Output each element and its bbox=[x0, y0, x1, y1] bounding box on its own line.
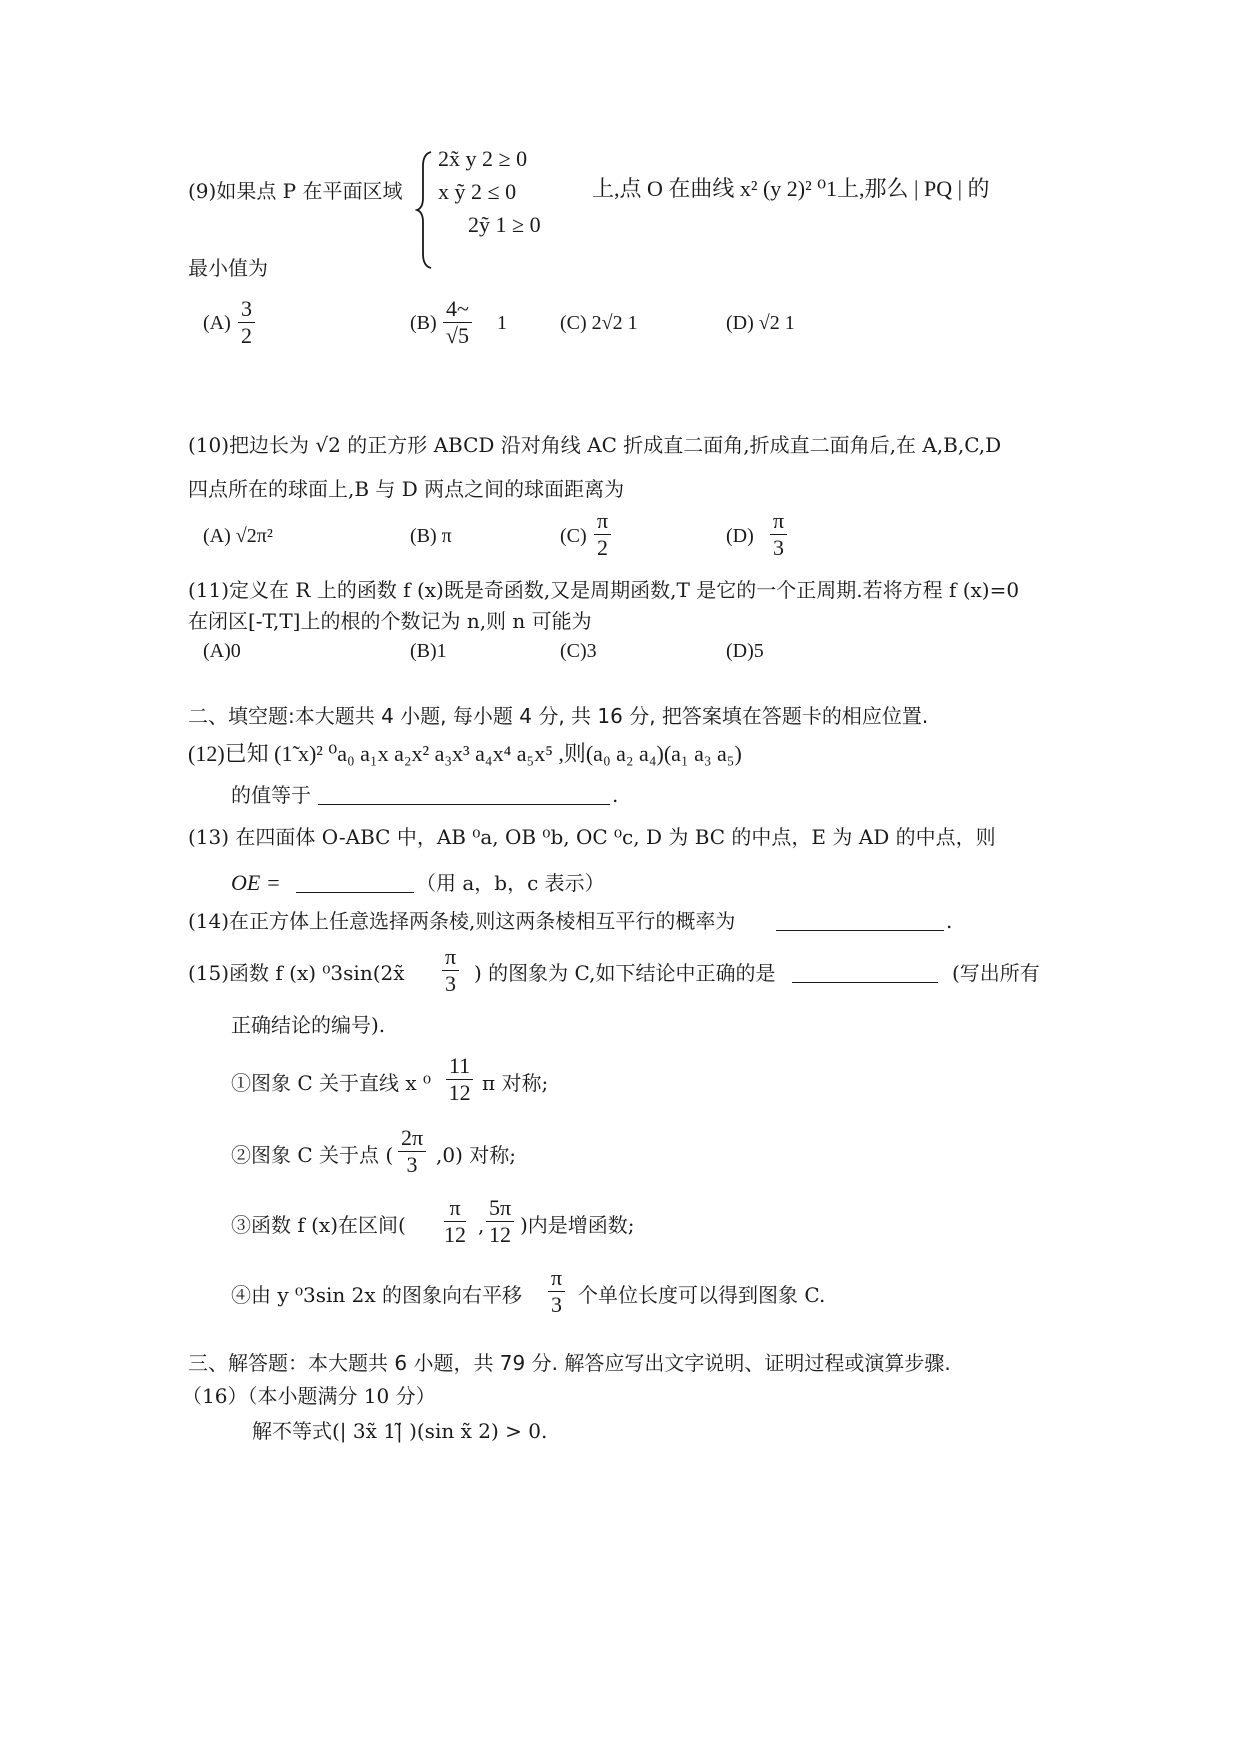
q10-option-c-den: 2 bbox=[597, 535, 609, 560]
q15-item-3-pre: ③函数 f (x)在区间( bbox=[231, 1213, 406, 1237]
system-line-2: x ỹ 2 ≤ 0 bbox=[438, 179, 517, 204]
q15-item-3-comma: , bbox=[478, 1213, 485, 1237]
q15-tail: (写出所有 bbox=[952, 961, 1040, 985]
q15-item-4-pre: ④由 y ⁰3sin 2x 的图象向右平移 bbox=[231, 1283, 523, 1307]
q15-line-2: 正确结论的编号). bbox=[231, 1013, 386, 1037]
q15-frac-num: π bbox=[442, 944, 459, 971]
q15-item-4-den: 3 bbox=[551, 1292, 563, 1317]
q15-item-1-num: 11 bbox=[446, 1053, 473, 1080]
q14-answer-blank[interactable] bbox=[776, 930, 944, 931]
q15-item-3-post: )内是增函数; bbox=[520, 1213, 635, 1237]
q12-end: . bbox=[612, 783, 619, 807]
q16-body: 解不等式(| 3x̃ 1|̃ )(sin x̃ 2) > 0. bbox=[252, 1419, 548, 1443]
q15-item-2-den: 3 bbox=[406, 1152, 418, 1177]
q12-line-1: (12)已知 (1̃ x)² ⁰a₀ a₁x a₂x² a₃x³ a₄x⁴ a₅x⁵ ,则(a₀ a₂ a₄)(a₁ a₃ a₅) bbox=[188, 741, 742, 766]
q9-prefix-text: (9)如果点 P 在平面区域 bbox=[188, 179, 403, 203]
q15-post: ) 的图象为 C,如下结论中正确的是 bbox=[474, 961, 776, 985]
q11-option-b: (B)1 bbox=[410, 640, 447, 662]
q10-option-d-label: (D) bbox=[726, 525, 754, 547]
q9-option-b-num: 4~ bbox=[443, 296, 472, 323]
q15-item-2-pre: ②图象 C 关于点 ( bbox=[231, 1143, 394, 1167]
q15-item-1-post: π 对称; bbox=[482, 1071, 549, 1095]
q15-item-3-num-1: π bbox=[444, 1195, 466, 1222]
q10-option-c-num: π bbox=[594, 508, 611, 535]
q15-item-3-fraction-2 bbox=[486, 1195, 514, 1248]
q13-hint: （用 a，b，c 表示） bbox=[416, 871, 605, 895]
q15-pre: (15)函数 f (x) ⁰3sin(2x̃ bbox=[188, 961, 405, 985]
q9-option-c: (C) 2√2 1 bbox=[560, 312, 638, 334]
q12-answer-blank[interactable] bbox=[318, 804, 610, 805]
system-line-1: 2x̃ y 2 ≥ 0 bbox=[438, 146, 528, 171]
q11-line-2: 在闭区[-T,T]上的根的个数记为 n,则 n 可能为 bbox=[188, 609, 592, 633]
q11-option-d: (D)5 bbox=[726, 640, 764, 662]
q9-option-a-num: 3 bbox=[238, 296, 255, 323]
section-2-heading: 二、填空题:本大题共 4 小题, 每小题 4 分, 共 16 分, 把答案填在答题卡的相应位置. bbox=[188, 704, 929, 728]
q15-frac-den: 3 bbox=[445, 971, 457, 996]
q9-suffix: 上,点 O 在曲线 x² (y 2)² ⁰1上,那么 | PQ | 的 bbox=[592, 176, 990, 201]
system-line-3: 2ỹ 1 ≥ 0 bbox=[468, 212, 541, 237]
q10-option-a: (A) √2π² bbox=[203, 525, 273, 547]
q16-title: （16）（本小题满分 10 分） bbox=[182, 1384, 436, 1408]
q11-line-1: (11)定义在 R 上的函数 f (x)既是奇函数,又是周期函数,T 是它的一个正周期.若将方程 f (x)=0 bbox=[188, 578, 1020, 602]
q11-option-a: (A)0 bbox=[203, 640, 241, 662]
q9-prefix bbox=[188, 178, 403, 204]
q15-item-1-den: 12 bbox=[448, 1080, 471, 1105]
q9-option-b-tail: 1 bbox=[497, 312, 507, 334]
section-3-heading: 三、解答题：本大题共 6 小题，共 79 分. 解答应写出文字说明、证明过程或演算步骤. bbox=[188, 1351, 951, 1375]
q15-item-3-den-1: 12 bbox=[444, 1222, 466, 1247]
q15-item-3-den-2: 12 bbox=[489, 1222, 512, 1247]
q11-option-c: (C)3 bbox=[560, 640, 597, 662]
q14-line: (14)在正方体上任意选择两条棱,则这两条棱相互平行的概率为 bbox=[188, 909, 736, 933]
q10-option-d-fraction bbox=[770, 508, 787, 561]
q9-option-d: (D) √2 1 bbox=[726, 312, 795, 334]
q15-item-4-num: π bbox=[548, 1265, 565, 1292]
q10-option-d-num: π bbox=[770, 508, 787, 535]
q10-line-2: 四点所在的球面上,B 与 D 两点之间的球面距离为 bbox=[188, 477, 625, 501]
q10-option-d-den: 3 bbox=[773, 535, 785, 560]
q15-item-1-pre: ①图象 C 关于直线 x ⁰ bbox=[231, 1071, 432, 1095]
q15-answer-blank[interactable] bbox=[792, 982, 938, 983]
q13-answer-blank[interactable] bbox=[296, 892, 414, 893]
q10-line-1: (10)把边长为 √2 的正方形 ABCD 沿对角线 AC 折成直二面角,折成直二面角后,在 A,B,C,D bbox=[188, 433, 1002, 457]
q15-item-2-num: 2π bbox=[398, 1125, 426, 1152]
q9-option-b-fraction bbox=[443, 296, 472, 349]
q9-option-b-label: (B) bbox=[410, 312, 437, 334]
q14-end: . bbox=[946, 909, 953, 933]
q9-continuation: 最小值为 bbox=[188, 256, 268, 280]
q13-oe: OE = bbox=[231, 870, 281, 895]
q13-line-1: (13) 在四面体 O-ABC 中，AB ⁰a, OB ⁰b, OC ⁰c, D 为 BC 的中点，E 为 AD 的中点，则 bbox=[188, 825, 996, 849]
q9-option-a-den: 2 bbox=[241, 323, 252, 348]
q12-line-2: 的值等于 bbox=[231, 783, 311, 807]
q15-item-3-fraction-1 bbox=[444, 1195, 466, 1248]
q15-fraction bbox=[442, 944, 459, 997]
q15-item-3-num-2: 5π bbox=[486, 1195, 514, 1222]
q9-option-b-den: √5 bbox=[445, 323, 469, 348]
q15-item-4-fraction bbox=[548, 1265, 565, 1318]
q15-item-2-post: ,0) 对称; bbox=[436, 1143, 516, 1167]
q15-item-4-post: 个单位长度可以得到图象 C. bbox=[578, 1283, 826, 1307]
q15-item-1-fraction bbox=[446, 1053, 473, 1106]
q10-option-c-label: (C) bbox=[560, 525, 587, 547]
q9-option-a-label: (A) bbox=[203, 312, 231, 334]
q10-option-c-fraction bbox=[594, 508, 611, 561]
q9-option-a-fraction bbox=[238, 296, 255, 349]
system-brace bbox=[415, 150, 435, 270]
q15-item-2-fraction bbox=[398, 1125, 426, 1178]
q10-option-b: (B) π bbox=[410, 525, 452, 547]
